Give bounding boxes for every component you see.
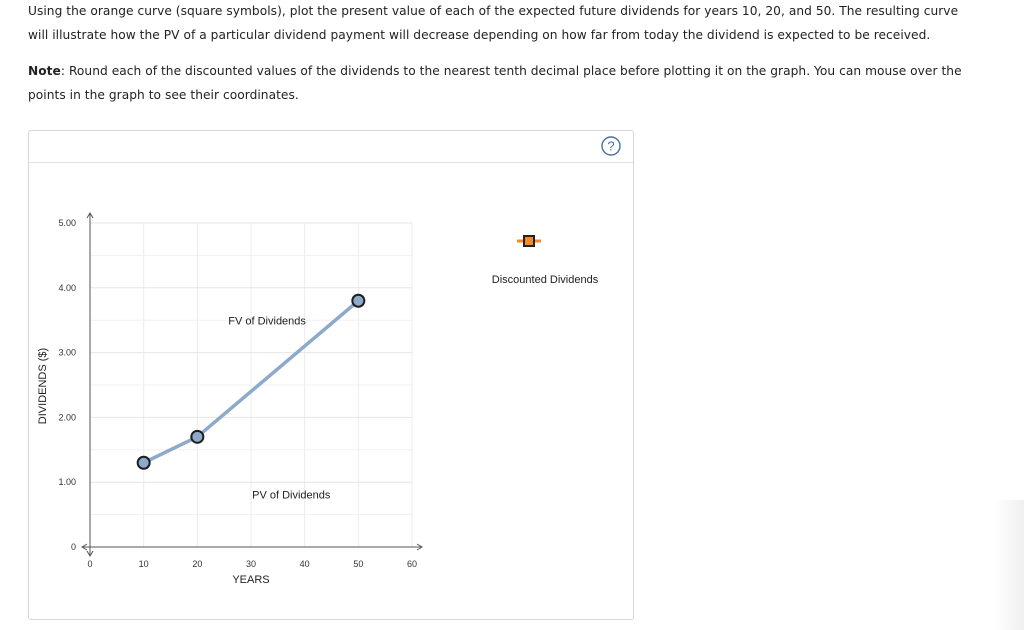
instructions: [28, 0, 968, 107]
note-paragraph: [28, 59, 968, 83]
chart-area[interactable]: [29, 131, 633, 619]
x-tick-label: 20: [192, 559, 203, 569]
note-label: Note: [28, 64, 61, 78]
legend-label: Discounted Dividends: [491, 274, 599, 286]
instruction-line-1: Using the orange curve (square symbols), plot the present value of each of the expected future dividends for years 10, 20, and 50. The resulting curve: [28, 4, 959, 18]
y-axis-title: DIVIDENDS ($): [37, 347, 49, 425]
y-tick-label: 0: [70, 542, 76, 552]
y-tick-label: 1.00: [58, 477, 76, 488]
x-tick-label: 40: [299, 559, 310, 569]
instruction-line-2: will illustrate how the PV of a particular dividend payment will decrease depending on how far from today the dividend is expected to be received.: [28, 28, 931, 42]
x-tick-label: 0: [87, 559, 93, 569]
y-tick-label: 4.00: [58, 282, 76, 293]
x-tick-label: 50: [353, 559, 364, 569]
y-tick-label: 5.00: [58, 218, 76, 228]
annotation-label: FV of Dividends: [228, 315, 306, 328]
data-point-fv[interactable]: [191, 431, 203, 443]
x-tick-label: 60: [406, 559, 418, 569]
y-tick-label: 3.00: [58, 347, 76, 358]
help-icon-glyph: ?: [607, 138, 615, 154]
note-text-2: points in the graph to see their coordinates.: [28, 88, 299, 102]
x-tick-label: 30: [245, 559, 257, 569]
x-axis-title: YEARS: [232, 574, 270, 586]
graph-panel: [28, 130, 634, 620]
annotation-label: PV of Dividends: [252, 489, 331, 502]
data-point-fv[interactable]: [352, 295, 364, 307]
legend-square-marker[interactable]: [524, 236, 534, 246]
page-edge-shadow: [994, 500, 1024, 630]
note-text-1: : Round each of the discounted values of the dividends to the nearest tenth decimal place before plotting it on the graph. You can mouse over the: [60, 64, 962, 78]
y-tick-label: 2.00: [58, 412, 76, 423]
x-tick-label: 10: [138, 559, 149, 569]
data-point-fv[interactable]: [138, 457, 150, 469]
